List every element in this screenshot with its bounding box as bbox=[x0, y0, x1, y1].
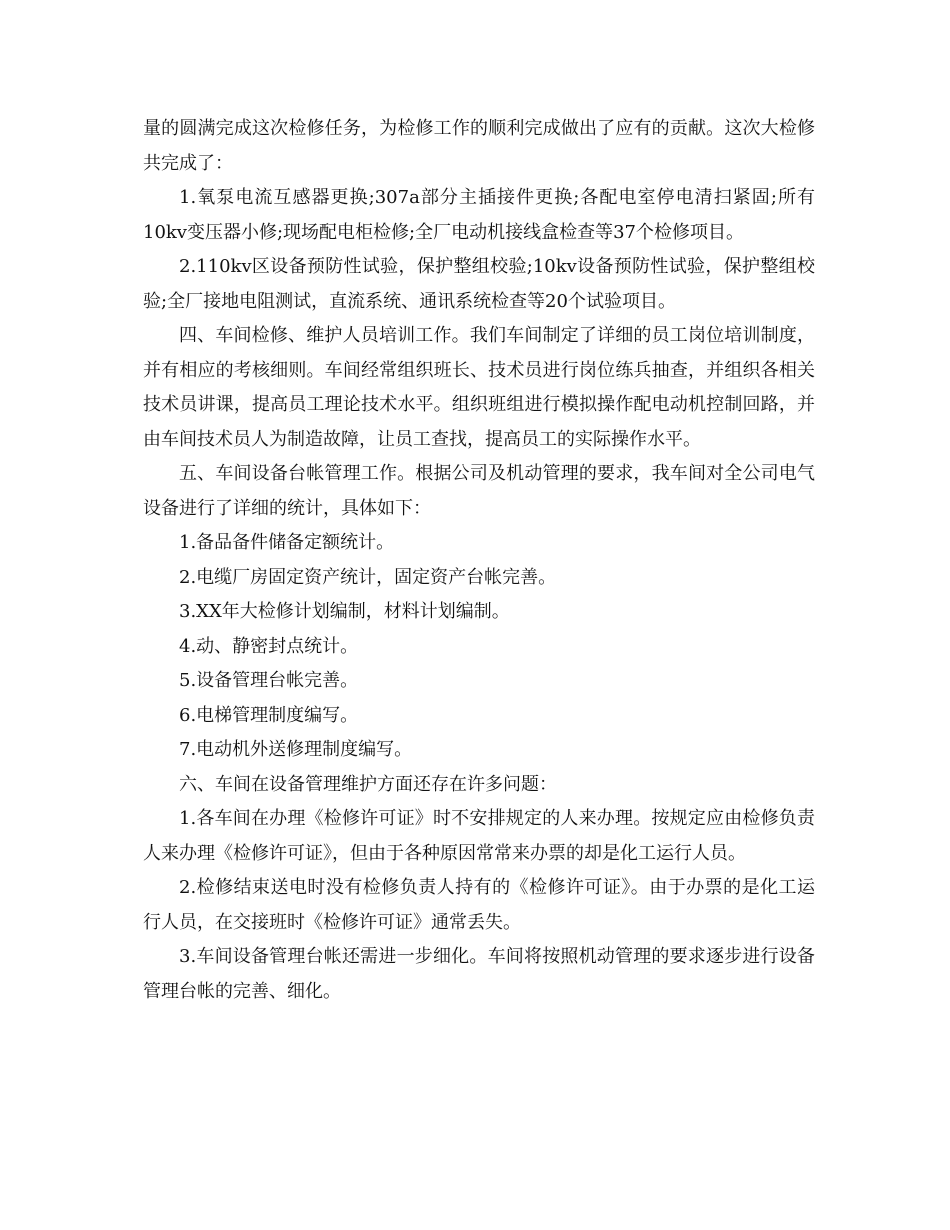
list-item-ledger-3: 3.XX年大检修计划编制，材料计划编制。 bbox=[179, 601, 510, 622]
list-item-issue-2: 2.检修结束送电时没有检修负责人持有的《检修许可证》。由于办票的是化工运行人员，在交接班时《检修许可证》通常丢失。 bbox=[143, 877, 815, 933]
document-page bbox=[143, 112, 815, 1009]
list-item-ledger-1: 1.备品备件储备定额统计。 bbox=[179, 532, 395, 553]
list-item-ledger-7: 7.电动机外送修理制度编写。 bbox=[179, 739, 413, 760]
list-item-ledger-5: 5.设备管理台帐完善。 bbox=[179, 670, 359, 691]
list-item-ledger-2: 2.电缆厂房固定资产统计，固定资产台帐完善。 bbox=[179, 566, 557, 588]
list-item-ledger-6: 6.电梯管理制度编写。 bbox=[179, 704, 359, 726]
paragraph-section-6-issues: 六、车间在设备管理维护方面还存在许多问题： bbox=[179, 773, 557, 795]
list-item-issue-1: 1.各车间在办理《检修许可证》时不安排规定的人来办理。按规定应由检修负责人来办理《检修许可证》，但由于各种原因常常来办票的却是化工运行人员。 bbox=[143, 808, 815, 864]
list-item-issue-3: 3.车间设备管理台帐还需进一步细化。车间将按照机动管理的要求逐步进行设备管理台帐的完善、细化。 bbox=[143, 946, 815, 1002]
paragraph-item-1-repairs: 1.氧泵电流互感器更换;307a部分主插接件更换;各配电室停电清扫紧固;所有10kv变压器小修;现场配电柜检修;全厂电动机接线盒检查等37个检修项目。 bbox=[143, 187, 815, 243]
paragraph-intro-continued: 量的圆满完成这次检修任务，为检修工作的顺利完成做出了应有的贡献。这次大检修共完成了： bbox=[143, 118, 815, 174]
paragraph-section-5-ledger: 五、车间设备台帐管理工作。根据公司及机动管理的要求，我车间对全公司电气设备进行了详细的统计，具体如下： bbox=[143, 463, 815, 519]
list-item-ledger-4: 4.动、静密封点统计。 bbox=[179, 635, 359, 657]
paragraph-item-2-tests: 2.110kv区设备预防性试验，保护整组校验;10kv设备预防性试验，保护整组校验;全厂接地电阻测试，直流系统、通讯系统检查等20个试验项目。 bbox=[143, 256, 815, 312]
paragraph-section-4-training: 四、车间检修、维护人员培训工作。我们车间制定了详细的员工岗位培训制度，并有相应的考核细则。车间经常组织班长、技术员进行岗位练兵抽查，并组织各相关技术员讲课，提高员工理论技术水平。组织班组进行模拟操作配电动机控制回路，并由车间技术员人为制造故障，让员工查找，提高员工的实际操作水平。 bbox=[143, 325, 815, 450]
